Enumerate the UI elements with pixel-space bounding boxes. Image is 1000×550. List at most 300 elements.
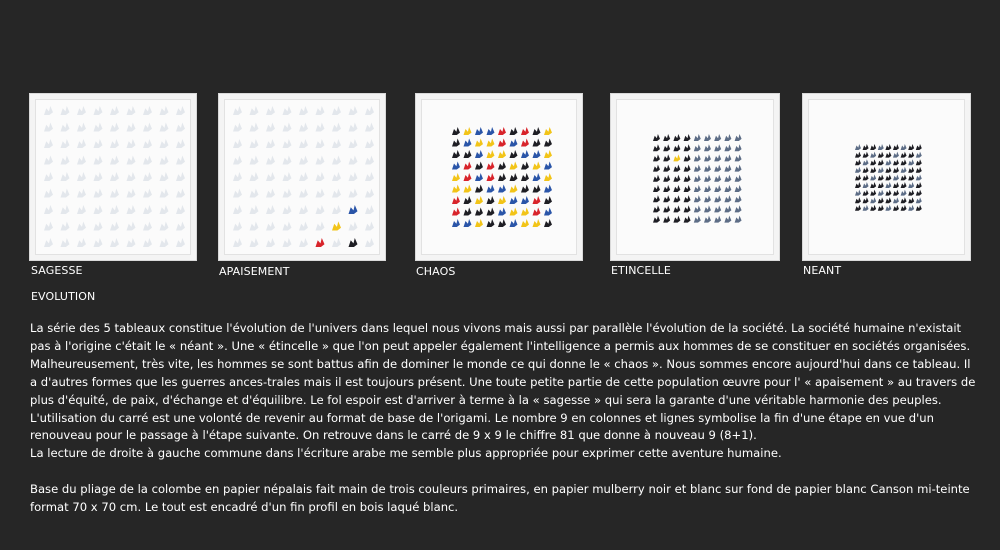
dove-9 xyxy=(233,123,242,132)
dove-65 xyxy=(77,222,86,231)
dove-53 xyxy=(916,182,922,188)
dove-43 xyxy=(724,175,731,182)
dove-7 xyxy=(160,106,169,115)
dove-78 xyxy=(714,216,721,223)
dove-10 xyxy=(250,123,259,132)
dove-13 xyxy=(885,152,891,158)
dove-71 xyxy=(544,208,552,216)
dove-48 xyxy=(94,189,103,198)
dove-20 xyxy=(266,139,275,148)
dove-25 xyxy=(349,139,358,148)
dove-6 xyxy=(521,127,529,135)
dove-52 xyxy=(908,182,914,188)
dove-49 xyxy=(694,185,701,192)
dove-79 xyxy=(349,238,358,247)
dove-59 xyxy=(316,205,325,214)
dove-50 xyxy=(510,185,518,193)
dove-66 xyxy=(94,222,103,231)
dove-30 xyxy=(94,156,103,165)
dove-80 xyxy=(735,216,742,223)
dove-76 xyxy=(694,216,701,223)
dove-54 xyxy=(44,205,53,214)
painting-etincelle[interactable] xyxy=(611,94,779,260)
painting-apaisement[interactable] xyxy=(219,94,385,260)
dove-11 xyxy=(266,123,275,132)
dove-23 xyxy=(316,139,325,148)
dove-3 xyxy=(283,106,292,115)
dove-40 xyxy=(885,174,891,180)
dove-60 xyxy=(143,205,152,214)
dove-35 xyxy=(365,156,374,165)
dove-3 xyxy=(684,134,691,141)
dove-74 xyxy=(266,238,275,247)
dove-74 xyxy=(475,219,483,227)
dove-80 xyxy=(544,219,552,227)
dove-57 xyxy=(878,190,884,196)
dove-67 xyxy=(885,197,891,203)
dove-15 xyxy=(901,152,907,158)
dove-64 xyxy=(250,222,259,231)
dove-12 xyxy=(487,139,495,147)
dove-20 xyxy=(870,159,876,165)
dove-30 xyxy=(487,162,495,170)
dove-46 xyxy=(464,185,472,193)
dove-77 xyxy=(704,216,711,223)
dove-27 xyxy=(653,165,660,172)
dove-47 xyxy=(673,185,680,192)
dove-0 xyxy=(452,127,460,135)
dove-37 xyxy=(61,172,70,181)
dove-17 xyxy=(544,139,552,147)
dove-70 xyxy=(533,208,541,216)
dove-77 xyxy=(893,205,899,211)
dove-68 xyxy=(510,208,518,216)
dove-17 xyxy=(176,123,185,132)
dove-2 xyxy=(475,127,483,135)
dove-23 xyxy=(893,159,899,165)
dove-74 xyxy=(870,205,876,211)
dove-6 xyxy=(143,106,152,115)
dove-2 xyxy=(266,106,275,115)
dove-22 xyxy=(885,159,891,165)
dove-55 xyxy=(663,195,670,202)
dove-34 xyxy=(349,156,358,165)
dove-47 xyxy=(266,189,275,198)
dove-50 xyxy=(316,189,325,198)
dove-57 xyxy=(684,195,691,202)
dove-60 xyxy=(332,205,341,214)
dove-79 xyxy=(160,238,169,247)
dove-5 xyxy=(893,144,899,150)
dove-22 xyxy=(299,139,308,148)
dove-42 xyxy=(521,173,529,181)
dove-10 xyxy=(863,152,869,158)
dove-1 xyxy=(464,127,472,135)
dove-51 xyxy=(901,182,907,188)
dove-72 xyxy=(44,238,53,247)
dove-62 xyxy=(735,195,742,202)
dove-0 xyxy=(44,106,53,115)
dove-24 xyxy=(332,139,341,148)
dove-78 xyxy=(332,238,341,247)
dove-31 xyxy=(694,165,701,172)
dove-32 xyxy=(893,167,899,173)
dove-15 xyxy=(332,123,341,132)
dove-66 xyxy=(684,205,691,212)
dove-42 xyxy=(901,174,907,180)
dove-64 xyxy=(663,205,670,212)
dove-28 xyxy=(61,156,70,165)
dove-31 xyxy=(110,156,119,165)
dove-3 xyxy=(878,144,884,150)
dove-75 xyxy=(94,238,103,247)
dove-68 xyxy=(893,197,899,203)
dove-46 xyxy=(250,189,259,198)
dove-36 xyxy=(653,175,660,182)
dove-0 xyxy=(653,134,660,141)
dove-80 xyxy=(176,238,185,247)
dove-52 xyxy=(160,189,169,198)
caption-chaos: CHAOS xyxy=(416,265,456,278)
dove-76 xyxy=(498,219,506,227)
dove-14 xyxy=(316,123,325,132)
dove-63 xyxy=(653,205,660,212)
dove-3 xyxy=(94,106,103,115)
dove-18 xyxy=(653,154,660,161)
dove-55 xyxy=(464,196,472,204)
dove-9 xyxy=(452,139,460,147)
dove-60 xyxy=(901,190,907,196)
dove-76 xyxy=(885,205,891,211)
description-paragraph: La série des 5 tableaux constitue l'évolution de l'univers dans lequel nous vivons mais aussi par parallèle l'évolution de la société. La société humaine n'existait pas à l'origine c'était le « néant ». Une « étincelle » que l'on peut appeler également l'intelligence a permis aux hommes de se constituer en sociétés organisées. Malheureusement, très vite, les hommes se sont battus afin de dominer le monde ce qui donne le « chaos ». Nous sommes encore aujourd'hui dans ce tableau. Il a d'autres formes que les guerres ances-trales mais il est toujours présent. Une toute petite partie de cette population œuvre pour l' « apaisement » au travers de plus d'équité, de paix, d'échange et d'équilibre. Le fol espoir est d'arriver à terme à la « sagesse » qui sera la garante d'une véritable harmonie des peuples. xyxy=(30,321,976,407)
dove-42 xyxy=(332,172,341,181)
dove-42 xyxy=(714,175,721,182)
dove-50 xyxy=(127,189,136,198)
dove-33 xyxy=(521,162,529,170)
dove-7 xyxy=(349,106,358,115)
dove-54 xyxy=(452,196,460,204)
dove-75 xyxy=(487,219,495,227)
dove-26 xyxy=(916,159,922,165)
dove-2 xyxy=(77,106,86,115)
dove-79 xyxy=(908,205,914,211)
dove-47 xyxy=(475,185,483,193)
dove-40 xyxy=(498,173,506,181)
dove-69 xyxy=(143,222,152,231)
dove-32 xyxy=(704,165,711,172)
dove-31 xyxy=(299,156,308,165)
dove-28 xyxy=(250,156,259,165)
dove-80 xyxy=(365,238,374,247)
dove-28 xyxy=(663,165,670,172)
dove-38 xyxy=(266,172,275,181)
dove-11 xyxy=(870,152,876,158)
dove-24 xyxy=(143,139,152,148)
dove-68 xyxy=(704,205,711,212)
dove-60 xyxy=(714,195,721,202)
dove-39 xyxy=(283,172,292,181)
dove-6 xyxy=(714,134,721,141)
dove-31 xyxy=(885,167,891,173)
dove-12 xyxy=(94,123,103,132)
dove-29 xyxy=(870,167,876,173)
dove-33 xyxy=(332,156,341,165)
dove-80 xyxy=(916,205,922,211)
dove-38 xyxy=(870,174,876,180)
dove-31 xyxy=(498,162,506,170)
dove-8 xyxy=(544,127,552,135)
dove-21 xyxy=(283,139,292,148)
dove-25 xyxy=(908,159,914,165)
dove-19 xyxy=(464,150,472,158)
dove-49 xyxy=(498,185,506,193)
dove-73 xyxy=(863,205,869,211)
dove-5 xyxy=(127,106,136,115)
dove-78 xyxy=(143,238,152,247)
dove-1 xyxy=(663,134,670,141)
dove-0 xyxy=(855,144,861,150)
dove-60 xyxy=(521,196,529,204)
dove-58 xyxy=(110,205,119,214)
dove-49 xyxy=(110,189,119,198)
dove-15 xyxy=(521,139,529,147)
dove-33 xyxy=(901,167,907,173)
dove-71 xyxy=(176,222,185,231)
dove-37 xyxy=(464,173,472,181)
dove-43 xyxy=(160,172,169,181)
dove-58 xyxy=(885,190,891,196)
dove-41 xyxy=(316,172,325,181)
dove-16 xyxy=(349,123,358,132)
dove-9 xyxy=(44,123,53,132)
dove-53 xyxy=(544,185,552,193)
dove-70 xyxy=(160,222,169,231)
dove-59 xyxy=(893,190,899,196)
dove-27 xyxy=(44,156,53,165)
dove-61 xyxy=(724,195,731,202)
dove-56 xyxy=(77,205,86,214)
dove-22 xyxy=(694,154,701,161)
dove-3 xyxy=(487,127,495,135)
dove-57 xyxy=(487,196,495,204)
dove-38 xyxy=(475,173,483,181)
dove-33 xyxy=(143,156,152,165)
dove-18 xyxy=(452,150,460,158)
dove-24 xyxy=(521,150,529,158)
painting-neant[interactable] xyxy=(803,94,970,260)
dove-61 xyxy=(349,205,358,214)
dove-68 xyxy=(316,222,325,231)
dove-43 xyxy=(533,173,541,181)
dove-48 xyxy=(878,182,884,188)
dove-67 xyxy=(694,205,701,212)
dove-41 xyxy=(510,173,518,181)
dove-33 xyxy=(714,165,721,172)
dove-46 xyxy=(663,185,670,192)
dove-29 xyxy=(673,165,680,172)
dove-21 xyxy=(487,150,495,158)
dove-19 xyxy=(663,154,670,161)
dove-25 xyxy=(533,150,541,158)
dove-1 xyxy=(250,106,259,115)
dove-51 xyxy=(143,189,152,198)
dove-16 xyxy=(160,123,169,132)
dove-74 xyxy=(673,216,680,223)
caption-apaisement: APAISEMENT xyxy=(219,265,290,278)
dove-1 xyxy=(61,106,70,115)
dove-72 xyxy=(653,216,660,223)
dove-57 xyxy=(94,205,103,214)
dove-5 xyxy=(704,134,711,141)
dove-73 xyxy=(663,216,670,223)
dove-36 xyxy=(233,172,242,181)
dove-27 xyxy=(233,156,242,165)
dove-48 xyxy=(283,189,292,198)
dove-41 xyxy=(704,175,711,182)
dove-21 xyxy=(684,154,691,161)
dove-45 xyxy=(855,182,861,188)
dove-67 xyxy=(498,208,506,216)
dove-78 xyxy=(901,205,907,211)
dove-62 xyxy=(916,190,922,196)
dove-2 xyxy=(673,134,680,141)
dove-68 xyxy=(127,222,136,231)
dove-77 xyxy=(316,238,325,247)
dove-69 xyxy=(901,197,907,203)
dove-4 xyxy=(110,106,119,115)
dove-72 xyxy=(452,219,460,227)
dove-51 xyxy=(521,185,529,193)
dove-54 xyxy=(653,195,660,202)
dove-75 xyxy=(684,216,691,223)
painting-sagesse[interactable] xyxy=(30,94,196,260)
dove-49 xyxy=(885,182,891,188)
dove-59 xyxy=(127,205,136,214)
dove-12 xyxy=(283,123,292,132)
dove-24 xyxy=(901,159,907,165)
dove-grid-chaos xyxy=(416,94,582,260)
dove-64 xyxy=(863,197,869,203)
dove-30 xyxy=(878,167,884,173)
dove-71 xyxy=(365,222,374,231)
dove-69 xyxy=(714,205,721,212)
dove-44 xyxy=(365,172,374,181)
dove-44 xyxy=(544,173,552,181)
dove-48 xyxy=(684,185,691,192)
dove-37 xyxy=(663,175,670,182)
painting-chaos[interactable] xyxy=(416,94,582,260)
dove-17 xyxy=(735,144,742,151)
dove-23 xyxy=(510,150,518,158)
description-paragraph: L'utilisation du carré est une volonté de revenir au format de base de l'origami. Le nombre 9 en colonnes et lignes symbolise la fin d'une étape en vue d'un renouveau pour le passage à l'étape suivante. On retrouve dans le carré de 9 x 9 le chiffre 81 que donne à nouveau 9 (8+1). xyxy=(30,410,934,443)
dove-18 xyxy=(855,159,861,165)
caption-sagesse: SAGESSE xyxy=(31,264,83,277)
dove-7 xyxy=(908,144,914,150)
dove-38 xyxy=(77,172,86,181)
dove-41 xyxy=(127,172,136,181)
description-block xyxy=(30,320,980,517)
dove-19 xyxy=(250,139,259,148)
dove-38 xyxy=(673,175,680,182)
dove-47 xyxy=(77,189,86,198)
dove-34 xyxy=(160,156,169,165)
dove-65 xyxy=(870,197,876,203)
dove-62 xyxy=(176,205,185,214)
dove-62 xyxy=(365,205,374,214)
dove-grid-sagesse xyxy=(30,94,196,260)
dove-73 xyxy=(61,238,70,247)
dove-64 xyxy=(464,208,472,216)
dove-18 xyxy=(233,139,242,148)
dove-4 xyxy=(299,106,308,115)
dove-54 xyxy=(233,205,242,214)
dove-12 xyxy=(684,144,691,151)
dove-45 xyxy=(653,185,660,192)
dove-55 xyxy=(863,190,869,196)
dove-39 xyxy=(487,173,495,181)
dove-37 xyxy=(863,174,869,180)
dove-8 xyxy=(365,106,374,115)
dove-20 xyxy=(475,150,483,158)
dove-67 xyxy=(299,222,308,231)
dove-39 xyxy=(878,174,884,180)
dove-69 xyxy=(521,208,529,216)
dove-67 xyxy=(110,222,119,231)
dove-26 xyxy=(735,154,742,161)
dove-26 xyxy=(544,150,552,158)
dove-52 xyxy=(349,189,358,198)
dove-18 xyxy=(44,139,53,148)
dove-16 xyxy=(908,152,914,158)
dove-75 xyxy=(283,238,292,247)
dove-14 xyxy=(127,123,136,132)
dove-58 xyxy=(299,205,308,214)
dove-19 xyxy=(863,159,869,165)
dove-40 xyxy=(299,172,308,181)
dove-29 xyxy=(475,162,483,170)
dove-16 xyxy=(533,139,541,147)
dove-16 xyxy=(724,144,731,151)
dove-54 xyxy=(855,190,861,196)
dove-4 xyxy=(885,144,891,150)
dove-28 xyxy=(464,162,472,170)
dove-35 xyxy=(176,156,185,165)
dove-11 xyxy=(77,123,86,132)
dove-26 xyxy=(176,139,185,148)
dove-72 xyxy=(855,205,861,211)
dove-72 xyxy=(233,238,242,247)
dove-40 xyxy=(110,172,119,181)
dove-7 xyxy=(533,127,541,135)
dove-29 xyxy=(77,156,86,165)
dove-14 xyxy=(893,152,899,158)
dove-17 xyxy=(916,152,922,158)
dove-43 xyxy=(908,174,914,180)
dove-9 xyxy=(855,152,861,158)
dove-44 xyxy=(916,174,922,180)
dove-65 xyxy=(673,205,680,212)
dove-76 xyxy=(110,238,119,247)
dove-73 xyxy=(250,238,259,247)
dove-25 xyxy=(724,154,731,161)
dove-9 xyxy=(653,144,660,151)
dove-8 xyxy=(916,144,922,150)
dove-10 xyxy=(663,144,670,151)
dove-70 xyxy=(908,197,914,203)
dove-10 xyxy=(61,123,70,132)
dove-63 xyxy=(855,197,861,203)
dove-10 xyxy=(464,139,472,147)
